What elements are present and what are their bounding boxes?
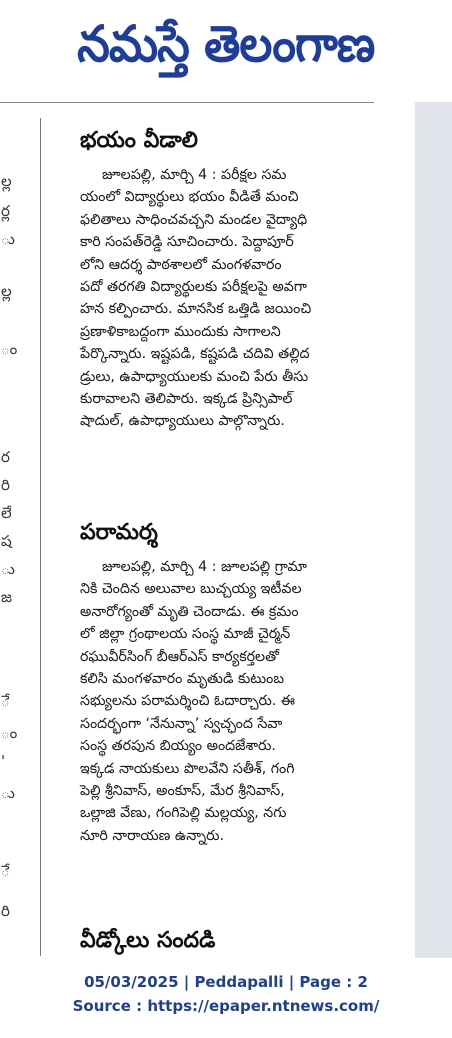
article-body-line: కలిసి మంగళవారం మృతుడి కుటుంబ (80, 670, 284, 687)
article-body-line: ఒల్లాజి వేణు, గంగిపెల్లి మల్లయ్య, నగు (80, 805, 287, 822)
left-column-text: ష (1, 532, 12, 550)
left-column-text: రి (1, 476, 10, 494)
left-column-text: రి (1, 902, 10, 920)
article-body-line: కారి సంపత్‌రెడ్డి సూచించారు. పెద్దాపూర్ (80, 234, 294, 251)
article-body-line: జూలపల్లి, మార్చి 4 : జూలపల్లి గ్రామా (102, 559, 307, 575)
left-column-text: ర్ల (1, 202, 10, 220)
article-body-line: సందర్భంగా ‘నేనున్నా’ స్వచ్ఛంద సేవా (80, 715, 283, 732)
left-column-text: ' (1, 752, 6, 770)
article-body-line: సభ్యులను పరామర్శించి ఓదార్చారు. ఈ (80, 693, 295, 710)
masthead (0, 0, 452, 88)
left-column-text: ే (1, 862, 10, 880)
article-body-line: లోని ఆదర్శ పాఠశాలలో మంగళవారం (80, 256, 282, 273)
left-column-text: ల్ల (1, 172, 12, 190)
footer (0, 970, 452, 1018)
article-body-line: సంస్థ తరపున బియ్యం అందజేశారు. (80, 738, 276, 755)
article-body-line: యంలో విద్యార్థులు భయం వీడితే మంచి (80, 189, 299, 206)
left-column-text: ర (1, 448, 10, 466)
article-body-line: రఘువీర్‌సింగ్ బీఆర్‌ఎస్ కార్యకర్తలతో (80, 648, 279, 665)
article-body-line: కురావాలని తెలిపారు. ఇక్కడ ప్రిన్సిపాల్ (80, 390, 293, 407)
article-body-line: జూలపల్లి, మార్చి 4 : పరీక్షల సమ (102, 167, 287, 183)
article-headline: భయం వీడాలి (80, 128, 198, 153)
column-divider (40, 118, 41, 956)
article-body-line: నికి చెందిన అలువాల బుచ్చయ్య ఇటీవల (80, 581, 302, 598)
article-body-line: డ్రులు, ఉపాధ్యాయులకు మంచి పేరు తీసు (80, 368, 309, 385)
left-column-text: ు (1, 560, 15, 578)
left-column-text: ు (1, 230, 15, 248)
left-column-text: లే (1, 504, 12, 522)
article-2 (80, 518, 380, 847)
article-body-line: ఫలితాలు సాధించవచ్చని మండల వైద్యాధి (80, 211, 308, 228)
article-body-line: పేర్కొన్నారు. ఇష్టపడి, కష్టపడి చదివి తల్లిద (80, 346, 310, 363)
article-body-line: షాదుల్, ఉపాధ్యాయులు పాల్గొన్నారు. (80, 413, 285, 430)
article-body-line: లో జిల్లా గ్రంథాలయ సంస్థ మాజీ చైర్మన్ (80, 626, 291, 643)
left-column-text: ే (1, 692, 10, 710)
article-body-line: ఇక్కడ నాయకులు పొలవేని సతీశ్, గంగి (80, 760, 295, 777)
article-headline: వీడ్కోలు సందడి (80, 928, 216, 953)
article-body-line: పెల్లి శ్రీనివాస్, అంకూస్, మేర శ్రీనివాస్, (80, 782, 285, 799)
adjacent-page-strip (415, 102, 452, 958)
footer-date-line: 05/03/2025 | Peddapalli | Page : 2 (84, 973, 368, 991)
article-body-line: అనారోగ్యంతో మృతి చెందాడు. ఈ క్రమం (80, 603, 299, 620)
article-body-line: ప్రణాళికాబద్దంగా ముందుకు సాగాలని (80, 323, 281, 340)
left-column-text: జ (1, 588, 12, 606)
article-body-line: నూరి నారాయణ ఉన్నారు. (80, 827, 224, 844)
left-column-text: ం (1, 340, 18, 358)
left-column-fragment (0, 104, 32, 960)
footer-source-line: Source : https://epaper.ntnews.com/ (72, 997, 380, 1015)
article-body-line: పదో తరగతి విద్యార్థులకు పరీక్షలపై అవగా (80, 278, 307, 295)
top-rule (0, 102, 374, 103)
article-3 (80, 926, 380, 964)
article-body-line: హన కల్పించారు. మానసిక ఒత్తిడి జయించి (80, 301, 312, 318)
article-1 (80, 126, 380, 433)
left-column-text: ల్ల (1, 282, 12, 300)
article-headline: పరామర్శ (80, 520, 158, 545)
masthead-title: నమస్తే తెలంగాణ (77, 15, 375, 73)
left-column-text: ు (1, 784, 15, 802)
left-column-text: ం (1, 724, 18, 742)
